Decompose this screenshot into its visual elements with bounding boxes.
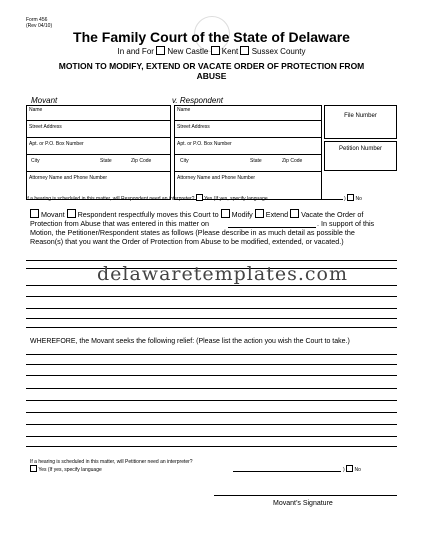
relief-line[interactable] [26, 354, 397, 355]
sussex-label: Sussex County [251, 47, 306, 56]
relief-line[interactable] [26, 375, 397, 376]
respondent-zip-field[interactable]: Zip Code [282, 158, 303, 164]
movant-city-field[interactable]: City [31, 158, 40, 164]
motion-line-2a: Protection from Abuse that was entered in this matter on [30, 219, 209, 228]
respondent-attorney-field[interactable]: Attorney Name and Phone Number [177, 175, 256, 181]
relief-line[interactable] [26, 412, 397, 413]
court-title: The Family Court of the State of Delaware [73, 29, 350, 45]
wherefore-text: WHEREFORE, the Movant seeks the following relief: (Please list the action you wish the Court to take.) [30, 338, 350, 345]
respondent-language-field[interactable] [271, 199, 343, 200]
relief-line[interactable] [26, 400, 397, 401]
petitioner-language-field[interactable] [233, 471, 341, 472]
respondent-name-field[interactable]: Name [177, 107, 191, 113]
new-castle-label: New Castle [167, 47, 209, 56]
motion-line-3: Motion, the Petitioner/Respondent states as follows (Please describe in as much detail as possible the [30, 228, 355, 237]
respondent-interpreter-yes-label: Yes (If yes, specify language [204, 196, 268, 202]
extend-label: Extend [265, 210, 289, 219]
movant-checkbox[interactable] [30, 209, 39, 218]
petitioner-interpreter-row [30, 465, 102, 473]
form-number: Form 456 [26, 17, 48, 23]
kent-label: Kent [221, 47, 239, 56]
new-castle-checkbox[interactable] [156, 46, 165, 55]
movant-name-field[interactable]: Name [29, 107, 43, 113]
watermark: delawaretemplates.com [97, 263, 348, 285]
respondent-moves-label: Respondent respectfully moves this Court to [77, 210, 219, 219]
petitioner-interpreter-no-checkbox[interactable] [346, 465, 353, 472]
motion-line-2b: . In support of this [317, 219, 375, 228]
relief-line[interactable] [26, 388, 397, 389]
respondent-apt-field[interactable]: Apt. or P.O. Box Number [177, 141, 232, 147]
movant-signature-field[interactable] [214, 495, 397, 496]
county-row [0, 46, 423, 57]
movant-apt-field[interactable]: Apt. or P.O. Box Number [29, 141, 84, 147]
vacate-checkbox[interactable] [290, 209, 299, 218]
reason-line[interactable] [26, 296, 397, 297]
petitioner-interpreter-question: If a hearing is scheduled in this matter, will Petitioner need an interpreter? [30, 459, 193, 465]
vacate-label: Vacate the Order of [301, 210, 364, 219]
petitioner-interpreter-yes-label: Yes (If yes, specify language [38, 467, 102, 473]
respondent-interpreter-row [26, 194, 268, 202]
respondent-state-field[interactable]: State [250, 158, 262, 164]
petitioner-interpreter-yes-checkbox[interactable] [30, 465, 37, 472]
movant-zip-field[interactable]: Zip Code [131, 158, 152, 164]
motion-title-line2: ABUSE [196, 71, 227, 81]
reason-line[interactable] [26, 327, 397, 328]
form-revision: (Rev 04/10) [26, 23, 53, 29]
respondent-interpreter-yes-checkbox[interactable] [196, 194, 203, 201]
movant-street-field[interactable]: Street Address [29, 124, 62, 130]
movant-signature-label: Movant’s Signature [273, 500, 333, 507]
in-and-for-label: In and For [117, 47, 154, 56]
file-number-box[interactable] [324, 105, 397, 139]
reason-line[interactable] [26, 318, 397, 319]
petition-number-label: Petition Number [338, 146, 383, 152]
modify-label: Modify [231, 210, 253, 219]
petitioner-interpreter-no-label: No [354, 467, 361, 473]
petitioner-interpreter-end [343, 465, 361, 473]
close-paren: ) [344, 196, 346, 202]
relief-line[interactable] [26, 446, 397, 447]
motion-line-1 [30, 209, 363, 219]
movant-attorney-field[interactable]: Attorney Name and Phone Number [29, 175, 108, 181]
reason-line[interactable] [26, 285, 397, 286]
relief-line[interactable] [26, 424, 397, 425]
sussex-checkbox[interactable] [240, 46, 249, 55]
respondent-interpreter-question: If a hearing is scheduled in this matter, will Respondent need an interpreter? [26, 196, 195, 202]
movant-label: Movant [41, 210, 65, 219]
reason-line[interactable] [26, 308, 397, 309]
motion-line-4: Reason(s) that you want the Order of Protection from Abuse to be modified, extended, or vacated.) [30, 237, 344, 246]
reason-line[interactable] [26, 260, 397, 261]
respondent-interpreter-end [344, 194, 362, 202]
relief-line[interactable] [26, 364, 397, 365]
file-number-label: File Number [344, 113, 377, 119]
extend-checkbox[interactable] [255, 209, 264, 218]
respondent-street-field[interactable]: Street Address [177, 124, 210, 130]
motion-title-line1: MOTION TO MODIFY, EXTEND OR VACATE ORDER OF PROTECTION FROM [58, 61, 365, 71]
movant-state-field[interactable]: State [100, 158, 112, 164]
respondent-city-field[interactable]: City [180, 158, 189, 164]
kent-checkbox[interactable] [211, 46, 220, 55]
modify-checkbox[interactable] [221, 209, 230, 218]
respondent-interpreter-no-checkbox[interactable] [347, 194, 354, 201]
movant-heading: Movant [31, 96, 58, 105]
respondent-heading: v. Respondent [172, 96, 223, 105]
relief-line[interactable] [26, 436, 397, 437]
respondent-interpreter-no-label: No [355, 196, 362, 202]
respondent-checkbox[interactable] [67, 209, 76, 218]
close-paren: ) [343, 467, 345, 473]
